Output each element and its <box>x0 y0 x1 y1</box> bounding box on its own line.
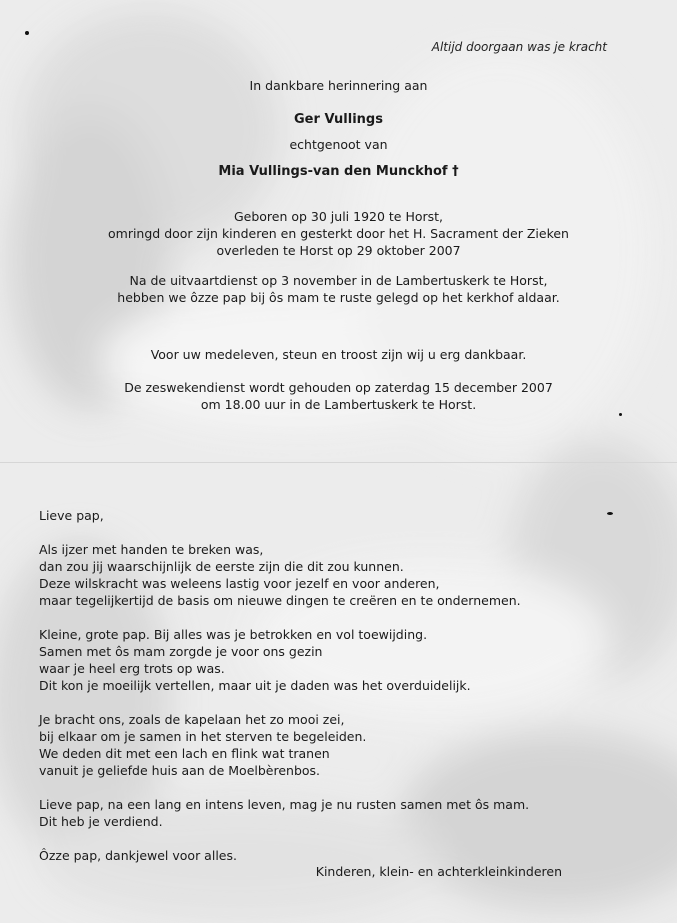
text-line: Dit heb je verdiend. <box>39 814 163 829</box>
text-line: Als ijzer met handen te breken was, <box>39 542 264 557</box>
text-line: Samen met ôs mam zorgde je voor ons gezin <box>39 644 323 659</box>
letter-greeting: Lieve pap, <box>39 508 104 523</box>
spouse-name: Mia Vullings-van den Munckhof † <box>218 164 459 179</box>
letter-paragraph <box>39 847 639 864</box>
text-line: waar je heel erg trots op was. <box>39 661 225 676</box>
text-line: Dit kon je moeilijk vertellen, maar uit je daden was het overduidelijk. <box>39 678 471 693</box>
text-line: overleden te Horst op 29 oktober 2007 <box>216 243 461 258</box>
signature: Kinderen, klein- en achterkleinkinderen <box>315 864 562 879</box>
deceased-name: Ger Vullings <box>294 112 383 127</box>
text-line: Kleine, grote pap. Bij alles was je betrokken en vol toewijding. <box>39 627 428 642</box>
speck-mark <box>25 31 29 35</box>
spouse-label: echtgenoot van <box>289 137 388 152</box>
text-line: Deze wilskracht was weleens lastig voor jezelf en voor anderen, <box>39 576 440 591</box>
funeral-block <box>0 272 677 306</box>
text-line: We deden dit met een lach en flink wat tranen <box>39 746 330 761</box>
birth-death-block <box>0 208 677 259</box>
letter-paragraph <box>39 626 639 694</box>
text-line: Je bracht ons, zoals de kapelaan het zo mooi zei, <box>39 712 345 727</box>
text-line: Lieve pap, na een lang en intens leven, mag je nu rusten samen met ôs mam. <box>39 797 530 812</box>
text-line: dan zou jij waarschijnlijk de eerste zijn die dit zou kunnen. <box>39 559 404 574</box>
text-line: Ôzze pap, dankjewel voor alles. <box>39 848 237 863</box>
text-line: bij elkaar om je samen in het sterven te begeleiden. <box>39 729 367 744</box>
speck-mark <box>619 413 622 416</box>
text-line: hebben we ôzze pap bij ôs mam te ruste gelegd op het kerkhof aldaar. <box>117 290 560 305</box>
text-line: De zeswekendienst wordt gehouden op zaterdag 15 december 2007 <box>124 380 553 395</box>
service-block <box>0 379 677 413</box>
text-line: Geboren op 30 juli 1920 te Horst, <box>233 209 444 224</box>
text-line: omringd door zijn kinderen en gesterkt door het H. Sacrament der Zieken <box>108 226 569 241</box>
text-line: maar tegelijkertijd de basis om nieuwe dingen te creëren en te ondernemen. <box>39 593 521 608</box>
text-line: Na de uitvaartdienst op 3 november in de Lambertuskerk te Horst, <box>129 273 548 288</box>
letter <box>39 507 639 881</box>
letter-paragraph <box>39 796 639 830</box>
thanks-line: Voor uw medeleven, steun en troost zijn wij u erg dankbaar. <box>150 347 527 362</box>
letter-paragraph <box>39 711 639 779</box>
intro-line: In dankbare herinnering aan <box>249 78 428 93</box>
letter-paragraph <box>39 541 639 609</box>
text-line: vanuit je geliefde huis aan de Moelbèrenbos. <box>39 763 321 778</box>
motto: Altijd doorgaan was je kracht <box>431 40 607 54</box>
text-line: om 18.00 uur in de Lambertuskerk te Horst. <box>200 397 477 412</box>
